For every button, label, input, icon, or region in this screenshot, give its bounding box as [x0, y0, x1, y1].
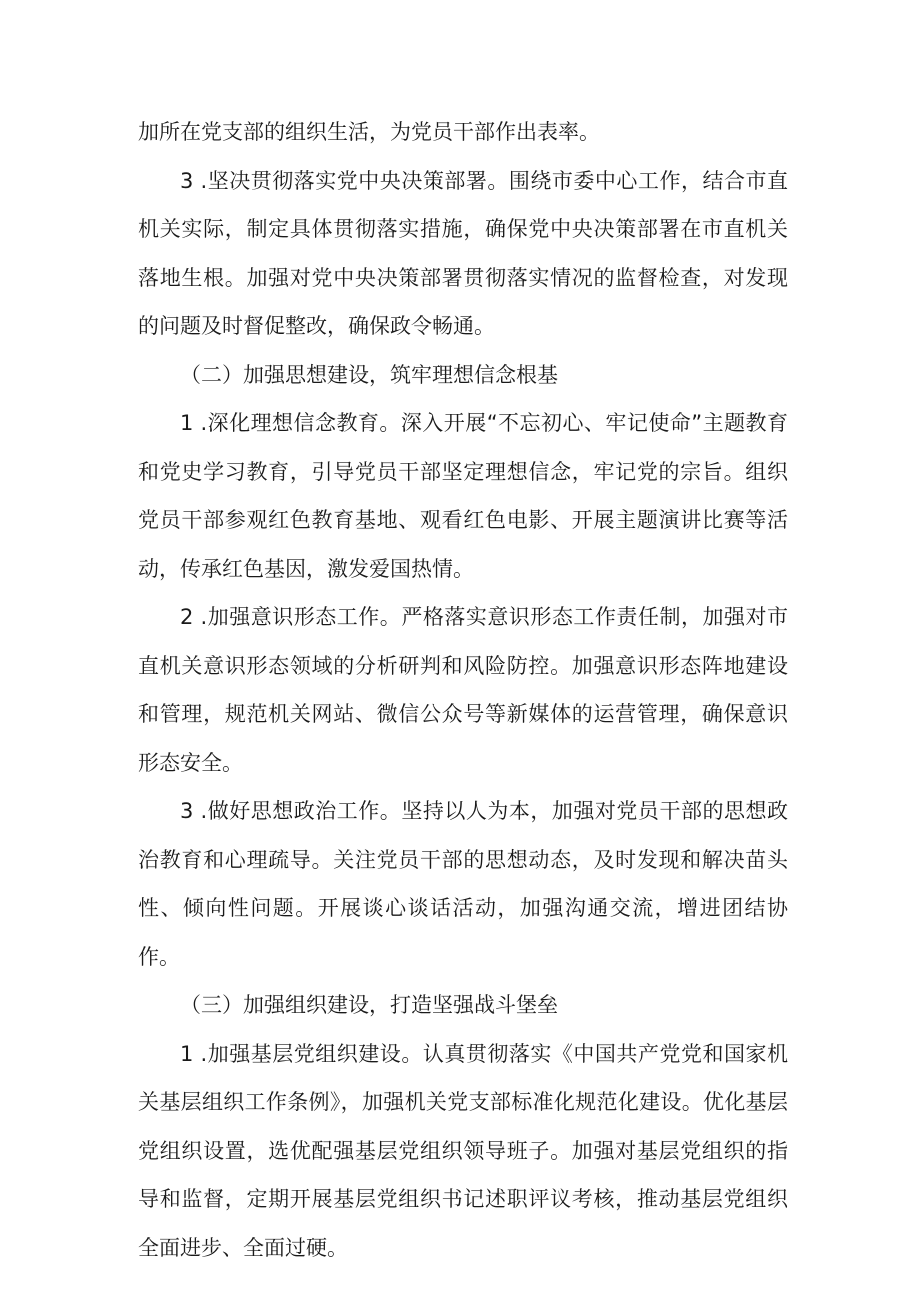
paragraph-item-2-ideology: 2 .加强意识形态工作。严格落实意识形态工作责任制，加强对市直机关意识形态领域的分析研判和风险防控。加强意识形态阵地建设和管理，规范机关网站、微信公众号等新媒体的运营管理，确保意识形态安全。: [138, 605, 788, 775]
paragraph-item-3-policy: 3 .坚决贯彻落实党中央决策部署。围绕市委中心工作，结合市直机关实际，制定具体贯彻落实措施，确保党中央决策部署在市直机关落地生根。加强对党中央决策部署贯彻落实情况的监督检查，对发现的问题及时督促整改，确保政令畅通。: [138, 168, 788, 338]
paragraph-item-1-grassroots: 1 .加强基层党组织建设。认真贯彻落实《中国共产党党和国家机关基层组织工作条例》，加强机关党支部标准化规范化建设。优化基层党组织设置，选优配强基层党组织领导班子。加强对基层党组织的指导和监督，定期开展基层党组织书记述职评议考核，推动基层党组织全面进步、全面过硬。: [138, 1041, 788, 1260]
section-heading-ideology: （二）加强思想建设，筑牢理想信念根基: [180, 362, 558, 387]
document-body: [138, 108, 788, 1272]
paragraph-item-1-belief: 1 .深化理想信念教育。深入开展“不忘初心、牢记使命”主题教育和党史学习教育，引导党员干部坚定理想信念，牢记党的宗旨。组织党员干部参观红色教育基地、观看红色电影、开展主题演讲比赛等活动，传承红色基因，激发爱国热情。: [138, 411, 788, 581]
paragraph-continuation: 加所在党支部的组织生活，为党员干部作出表率。: [138, 120, 600, 144]
paragraph-item-3-political-work: 3 .做好思想政治工作。坚持以人为本，加强对党员干部的思想政治教育和心理疏导。关注党员干部的思想动态，及时发现和解决苗头性、倾向性问题。开展谈心谈话活动，加强沟通交流，增进团结协作。: [138, 799, 788, 969]
section-heading-organization: （三）加强组织建设，打造坚强战斗堡垒: [180, 993, 558, 1017]
